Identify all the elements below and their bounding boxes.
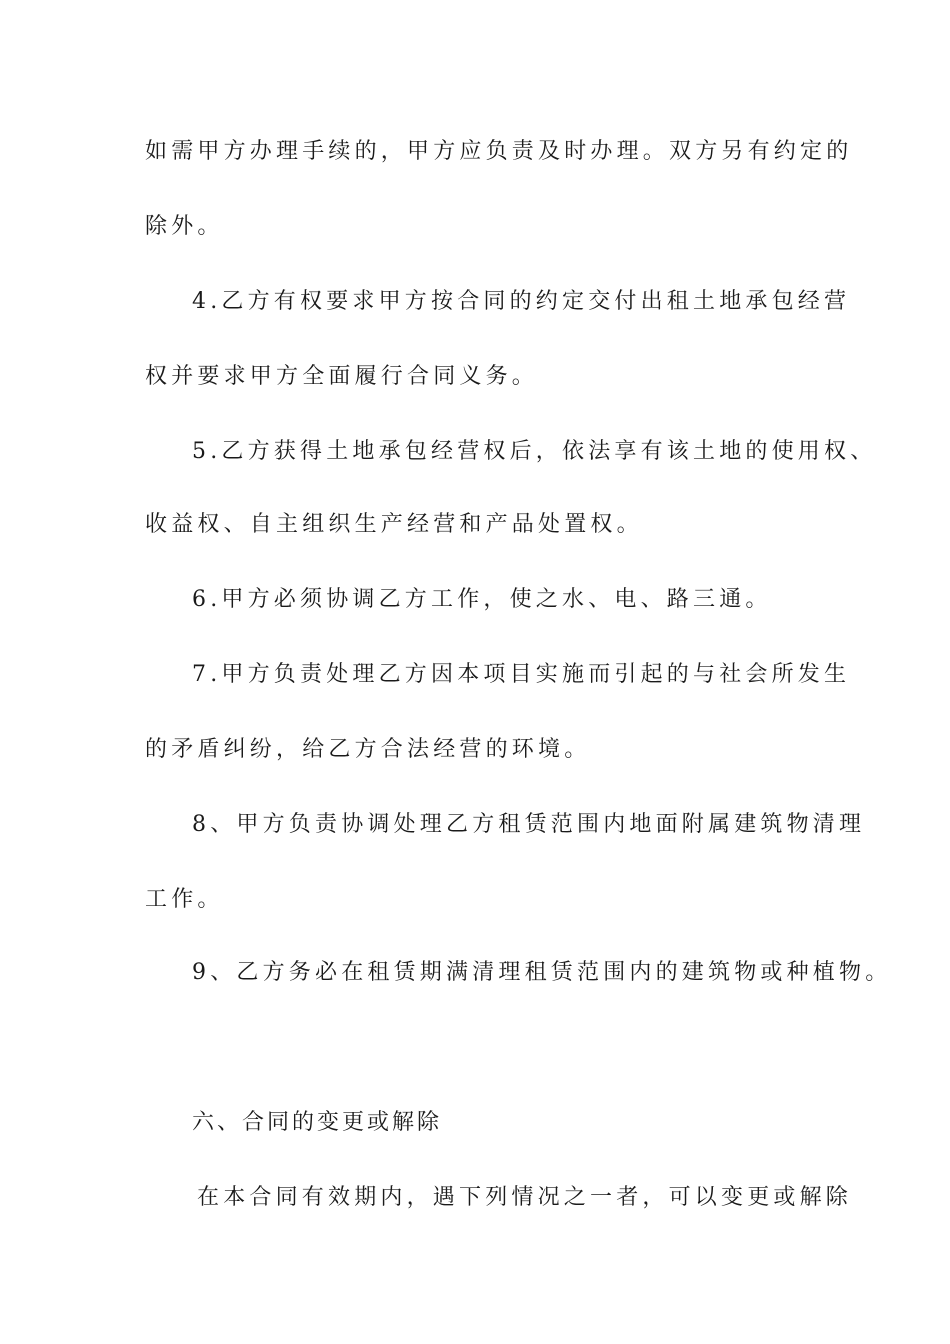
section-heading: 六、合同的变更或解除: [192, 1110, 443, 1135]
clause-5-line-1: 5.乙方获得土地承包经营权后，依法享有该土地的使用权、: [192, 439, 877, 464]
section-intro-line: 在本合同有效期内，遇下列情况之一者，可以变更或解除: [197, 1185, 853, 1210]
clause-4-line-2: 权并要求甲方全面履行合同义务。: [145, 364, 539, 389]
clause-8-line-1: 8、甲方负责协调处理乙方租赁范围内地面附属建筑物清理: [192, 812, 866, 837]
clause-8-line-2: 工作。: [145, 887, 224, 912]
paragraph-continuation-line: 如需甲方办理手续的，甲方应负责及时办理。双方另有约定的: [145, 139, 853, 164]
clause-6-line: 6.甲方必须协调乙方工作，使之水、电、路三通。: [192, 587, 772, 612]
paragraph-continuation-line: 除外。: [145, 214, 224, 239]
clause-7-line-2: 的矛盾纠纷，给乙方合法经营的环境。: [145, 737, 591, 762]
clause-9-line: 9、乙方务必在租赁期满清理租赁范围内的建筑物或种植物。: [192, 960, 892, 985]
clause-5-line-2: 收益权、自主组织生产经营和产品处置权。: [145, 512, 643, 537]
clause-7-line-1: 7.甲方负责处理乙方因本项目实施而引起的与社会所发生: [192, 662, 851, 687]
clause-4-line-1: 4.乙方有权要求甲方按合同的约定交付出租土地承包经营: [192, 289, 851, 314]
